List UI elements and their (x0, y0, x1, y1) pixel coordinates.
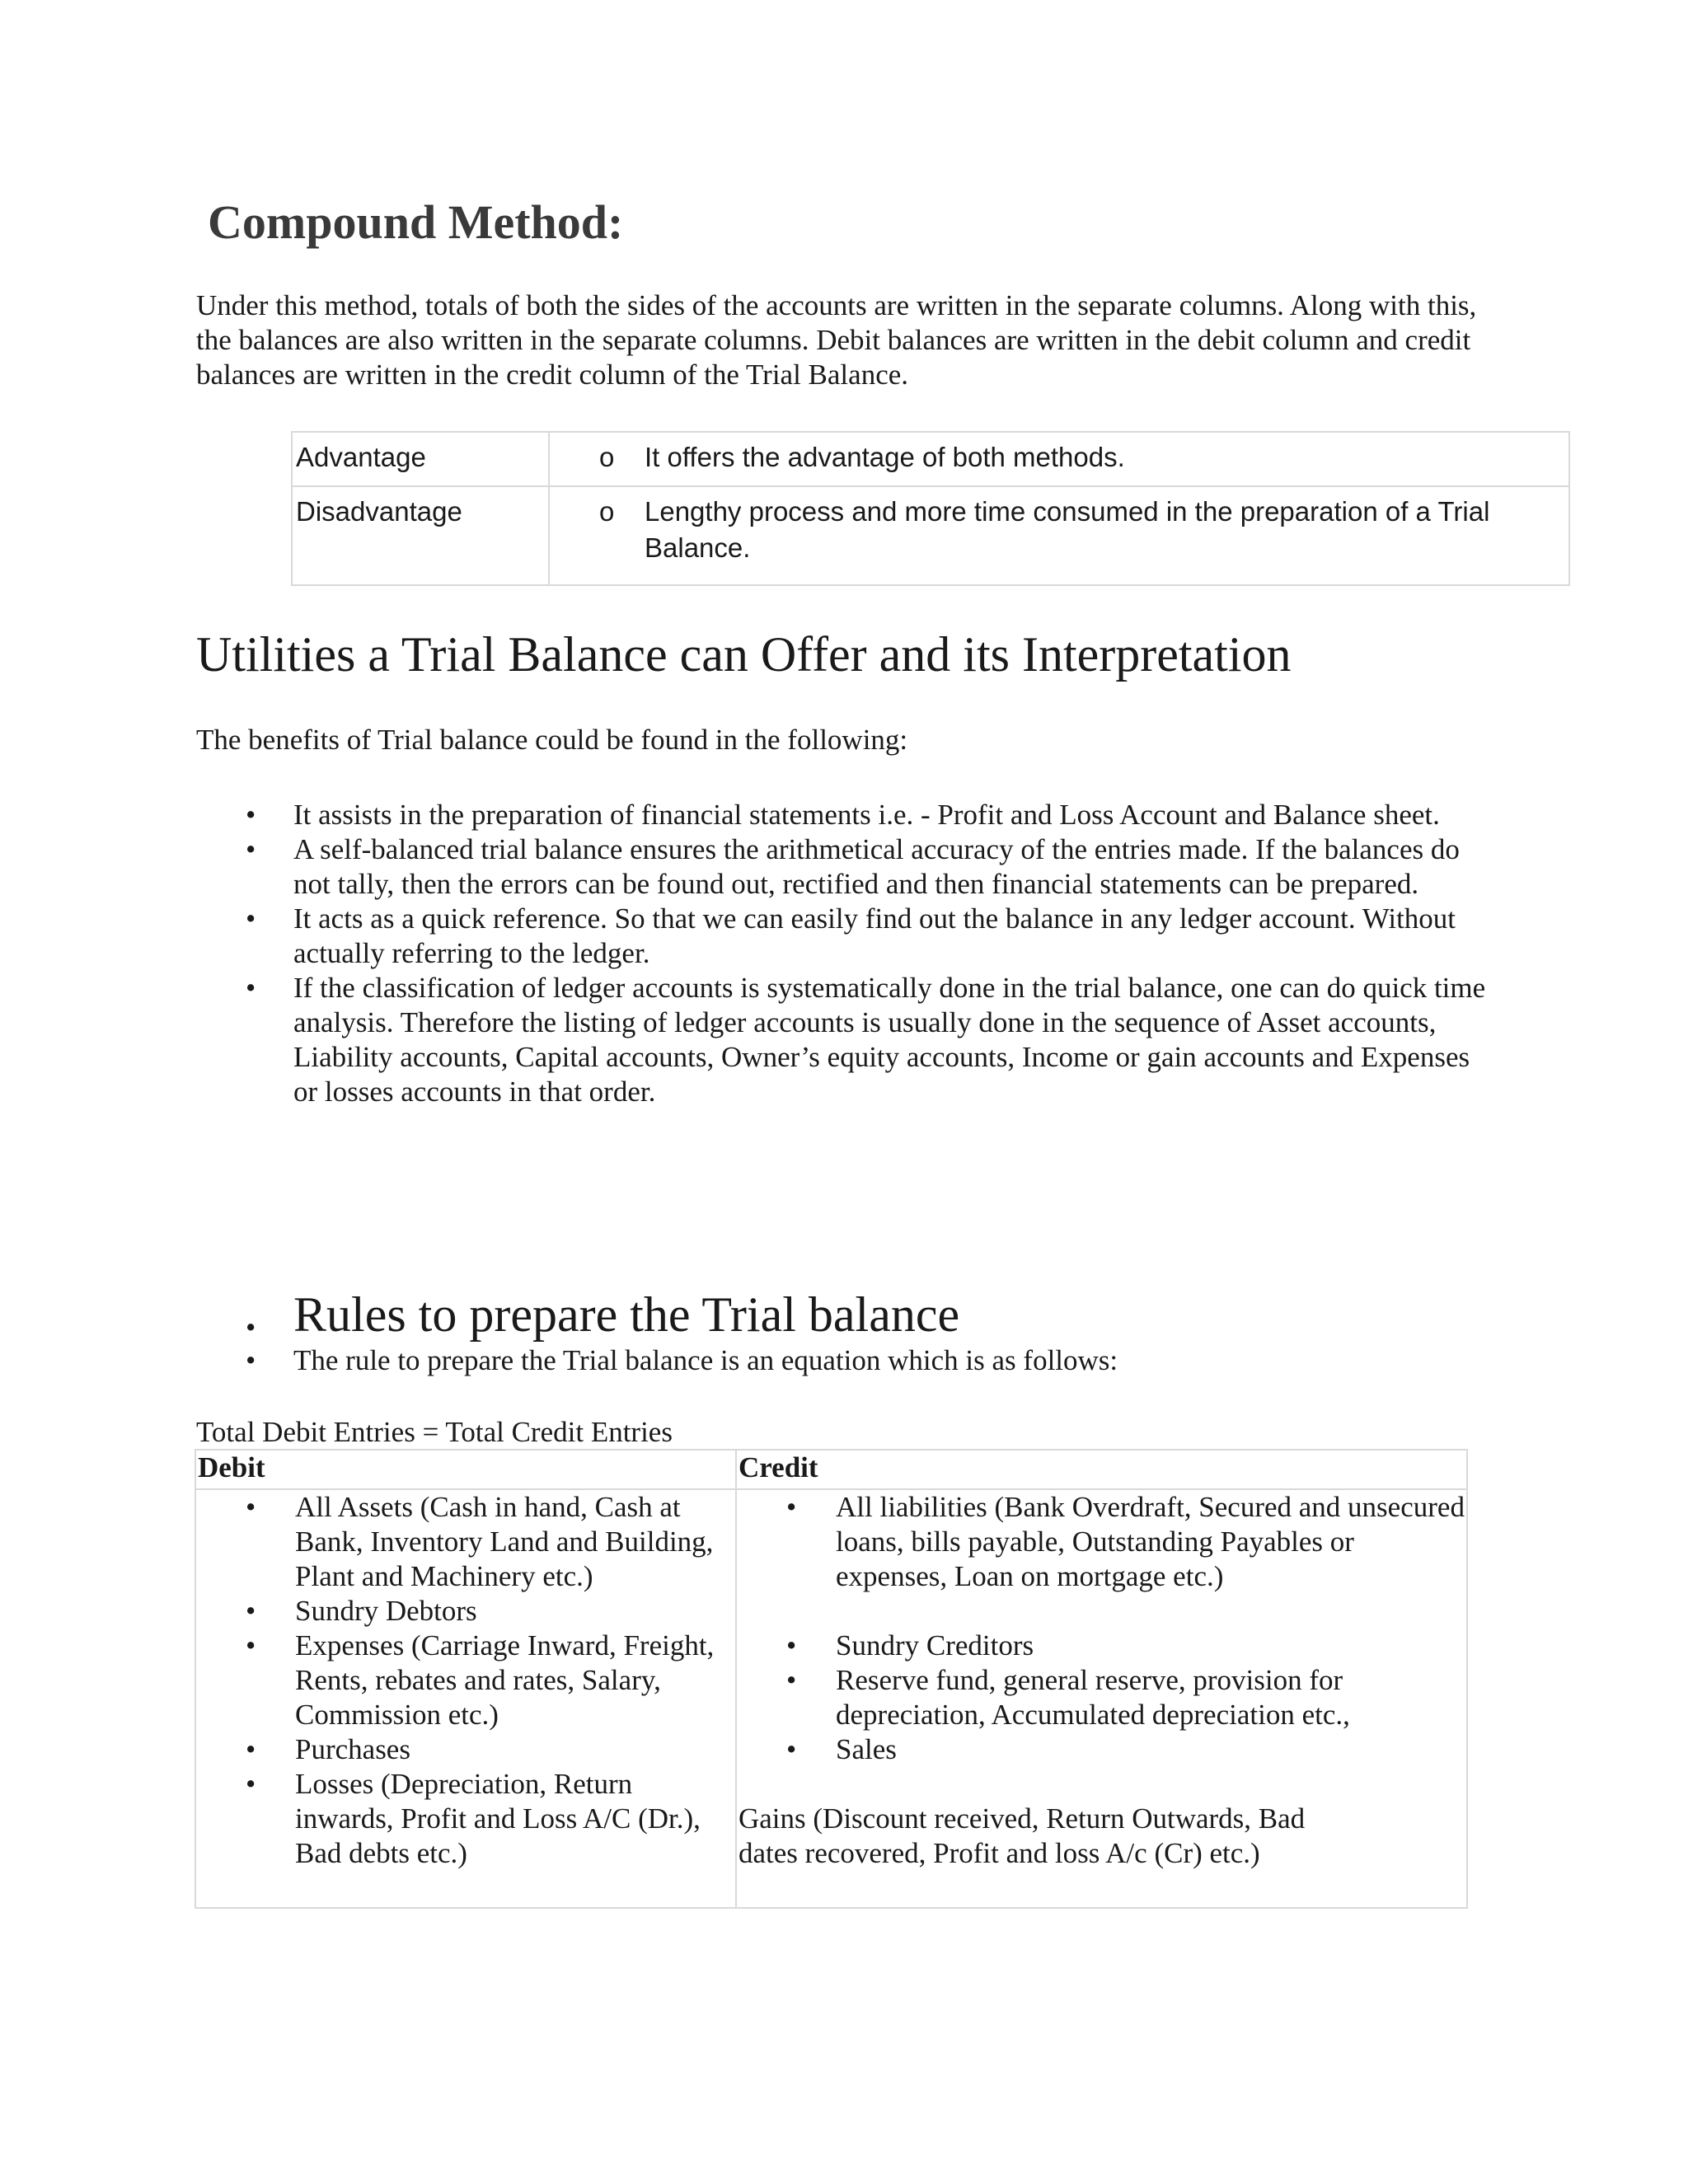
credit-list (738, 1629, 1465, 1767)
bullet-icon: • (246, 799, 256, 831)
rules-heading: Rules to prepare the Trial balance (293, 1287, 960, 1342)
bullet-icon: • (246, 1768, 256, 1800)
table-row (195, 1489, 1467, 1908)
list-item-text: It acts as a quick reference. So that we can easily find out the balance in any ledger account. Without actually referring to the ledger. (293, 902, 1456, 969)
rules-line: The rule to prepare the Trial balance is an equation which is as follows: (293, 1344, 1118, 1376)
disadvantage-text: Lengthy process and more time consumed in the preparation of a Trial Balance. (645, 496, 1490, 563)
rules-list (196, 1286, 1490, 1378)
bullet-icon: • (246, 972, 256, 1004)
bullet-icon: • (246, 1629, 256, 1661)
debit-list (198, 1490, 734, 1871)
bullet-icon: • (246, 1491, 256, 1523)
bullet-icon: • (246, 833, 256, 865)
debit-credit-table (195, 1449, 1468, 1909)
list-item-text: Expenses (Carriage Inward, Freight, Rents, rebates and rates, Salary, Commission etc.) (295, 1629, 715, 1731)
benefits-list (196, 798, 1490, 1109)
list-item (738, 1732, 1465, 1767)
list-item (198, 1629, 734, 1732)
advantage-value (549, 432, 1569, 486)
compound-method-paragraph: Under this method, totals of both the sides of the accounts are written in the separate columns. Along with this, the balances are also written in the separate columns. Debit balances are written in the debit column and credit balances are written in the credit column of the Trial Balance. (196, 289, 1477, 391)
equation-text: Total Debit Entries = Total Credit Entries (196, 1416, 673, 1448)
list-item (198, 1732, 734, 1767)
advantage-text: It offers the advantage of both methods. (645, 442, 1125, 472)
credit-gains-text: Gains (Discount received, Return Outwards, Bad dates recovered, Profit and loss A/c (Cr) etc.) (738, 1802, 1306, 1869)
bullet-icon: • (246, 1733, 256, 1765)
bullet-icon: • (246, 1311, 256, 1343)
list-item-text: If the classification of ledger accounts is systematically done in the trial balance, one can do quick time analysis. Therefore the listing of ledger accounts is usually done in the sequence of Asset accounts, Liability accounts, Capital accounts, Owner’s equity accounts, Income or gain accounts and Expenses or losses accounts in that order. (293, 972, 1486, 1108)
bullet-icon: • (246, 1595, 256, 1627)
spacer (738, 1767, 1465, 1802)
list-item (196, 798, 1490, 832)
debit-header: Debit (195, 1450, 736, 1489)
bullet-icon: • (246, 1344, 256, 1376)
disadvantage-label: Disadvantage (292, 486, 549, 585)
list-item (198, 1767, 734, 1871)
credit-header: Credit (736, 1450, 1467, 1489)
disadvantage-row (292, 486, 1569, 585)
disadvantage-value (549, 486, 1569, 585)
bullet-icon: • (246, 902, 256, 935)
compound-method-heading: Compound Method: (208, 195, 624, 249)
rules-heading-item (196, 1286, 1490, 1343)
credit-list (738, 1490, 1465, 1594)
advantage-row (292, 432, 1569, 486)
list-item (196, 832, 1490, 902)
list-item (196, 902, 1490, 971)
list-item-text: All Assets (Cash in hand, Cash at Bank, Inventory Land and Building, Plant and Machinery etc.) (295, 1491, 714, 1592)
credit-cell (736, 1489, 1467, 1908)
bullet-icon: • (786, 1629, 797, 1661)
list-item (196, 1343, 1490, 1378)
list-item-text: All liabilities (Bank Overdraft, Secured and unsecured loans, bills payable, Outstanding Payables or expenses, Loan on mortgage etc.) (836, 1491, 1465, 1592)
bullet-icon: • (786, 1664, 797, 1696)
circle-bullet-icon: o (599, 442, 615, 472)
list-item-text: Losses (Depreciation, Return inwards, Profit and Loss A/C (Dr.), Bad debts etc.) (295, 1768, 701, 1869)
list-item (738, 1629, 1465, 1663)
bullet-icon: • (786, 1491, 797, 1523)
benefits-intro: The benefits of Trial balance could be found in the following: (196, 724, 908, 756)
list-item (738, 1663, 1465, 1732)
list-item-text: Purchases (295, 1733, 410, 1765)
list-item-text: Sundry Creditors (836, 1629, 1034, 1661)
debit-cell (195, 1489, 736, 1908)
spacer (738, 1594, 1465, 1629)
bullet-icon: • (786, 1733, 797, 1765)
list-item (198, 1490, 734, 1594)
list-item-text: Reserve fund, general reserve, provision for depreciation, Accumulated depreciation etc., (836, 1664, 1350, 1731)
list-item (738, 1490, 1465, 1594)
advantage-table (291, 431, 1570, 586)
list-item-text: Sales (836, 1733, 897, 1765)
advantage-label: Advantage (292, 432, 549, 486)
list-item-text: A self-balanced trial balance ensures the arithmetical accuracy of the entries made. If the balances do not tally, then the errors can be found out, rectified and then financial statements can be prepared. (293, 833, 1460, 900)
list-item-text: It assists in the preparation of financial statements i.e. - Profit and Loss Account and Balance sheet. (293, 799, 1440, 831)
utilities-heading: Utilities a Trial Balance can Offer and its Interpretation (196, 627, 1292, 682)
list-item (196, 971, 1490, 1109)
list-item-text: Sundry Debtors (295, 1595, 477, 1627)
circle-bullet-icon: o (599, 496, 615, 527)
table-header-row (195, 1450, 1467, 1489)
list-item (198, 1594, 734, 1629)
